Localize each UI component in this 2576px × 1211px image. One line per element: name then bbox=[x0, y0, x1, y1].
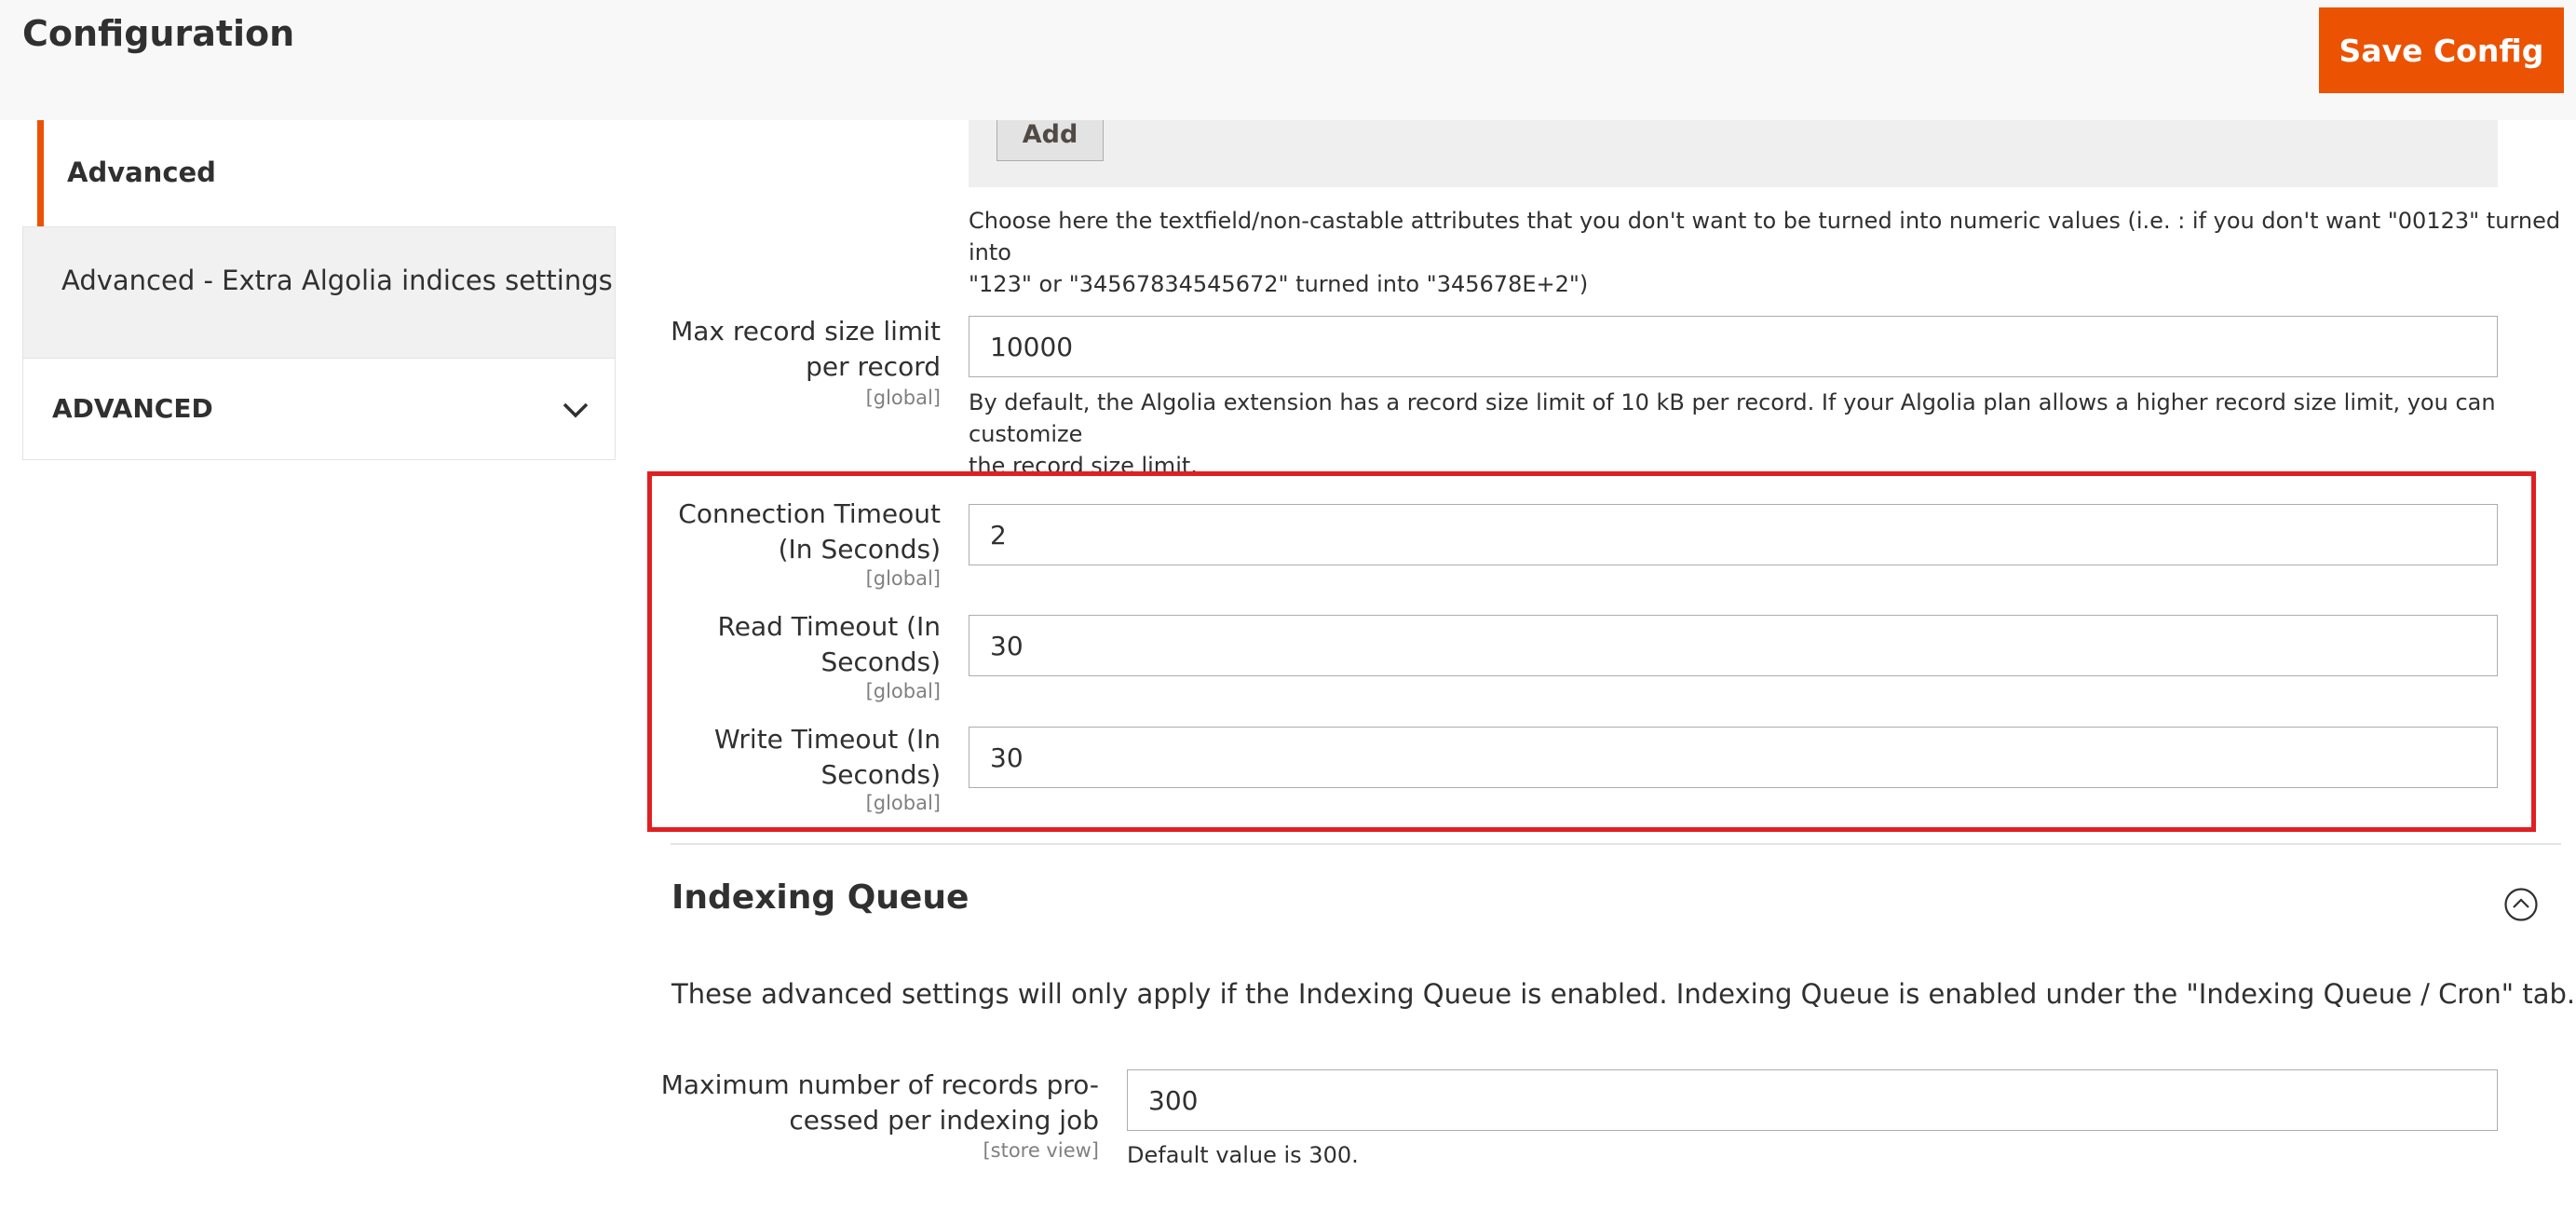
section-divider bbox=[671, 843, 2561, 845]
write-timeout-input[interactable] bbox=[969, 727, 2498, 788]
max-record-size-input[interactable] bbox=[969, 316, 2498, 377]
page-title: Configuration bbox=[22, 13, 295, 54]
connection-timeout-input[interactable] bbox=[969, 504, 2498, 565]
connection-timeout-label: Connection Timeout (In Seconds) bbox=[678, 498, 941, 565]
attributes-note: Choose here the textfield/non-castable attributes that you don't want to be turned into numeric values (i.e. : if you don't want "00123" turned into "123" or "34567834545672" turned into "345678E+2") bbox=[969, 208, 2561, 297]
scope-label: [global] bbox=[865, 792, 941, 814]
indexing-queue-title[interactable]: Indexing Queue bbox=[671, 878, 969, 917]
scope-label: [store view] bbox=[983, 1139, 1099, 1162]
read-timeout-input[interactable] bbox=[969, 615, 2498, 676]
max-record-size-note: By default, the Algolia extension has a record size limit of 10 kB per record. If your Algolia plan allows a higher record size limit, you can customize the record size limit. bbox=[969, 389, 2496, 479]
page-header bbox=[0, 0, 2576, 120]
read-timeout-label: Read Timeout (In Seconds) bbox=[717, 611, 941, 677]
collapse-up-icon[interactable] bbox=[2503, 887, 2539, 922]
max-record-size-label: Max record size limit per record bbox=[671, 316, 941, 382]
sidebar-item-advanced[interactable] bbox=[37, 120, 615, 226]
sidebar-group-label: ADVANCED bbox=[52, 393, 213, 424]
scope-label: [global] bbox=[865, 680, 941, 702]
chevron-down-icon bbox=[557, 391, 594, 429]
indexing-queue-description: These advanced settings will only apply if the Indexing Queue is enabled. Indexing Queue is enabled under the "Indexing Queue / Cron" tab. bbox=[671, 978, 2576, 1010]
scope-label: [global] bbox=[865, 387, 941, 409]
max-records-note: Default value is 300. bbox=[1127, 1142, 1359, 1168]
save-config-button[interactable]: Save Config bbox=[2319, 7, 2564, 93]
max-records-per-job-input[interactable] bbox=[1127, 1069, 2498, 1131]
sidebar-item-label: Advanced - Extra Algolia indices settings bbox=[61, 265, 613, 296]
write-timeout-label: Write Timeout (In Seconds) bbox=[713, 724, 941, 790]
add-button[interactable]: Add bbox=[997, 107, 1104, 161]
scope-label: [global] bbox=[865, 567, 941, 590]
sidebar-item-label: Advanced bbox=[67, 156, 216, 188]
max-records-per-job-label: Maximum number of records pro- cessed per indexing job bbox=[660, 1069, 1099, 1136]
